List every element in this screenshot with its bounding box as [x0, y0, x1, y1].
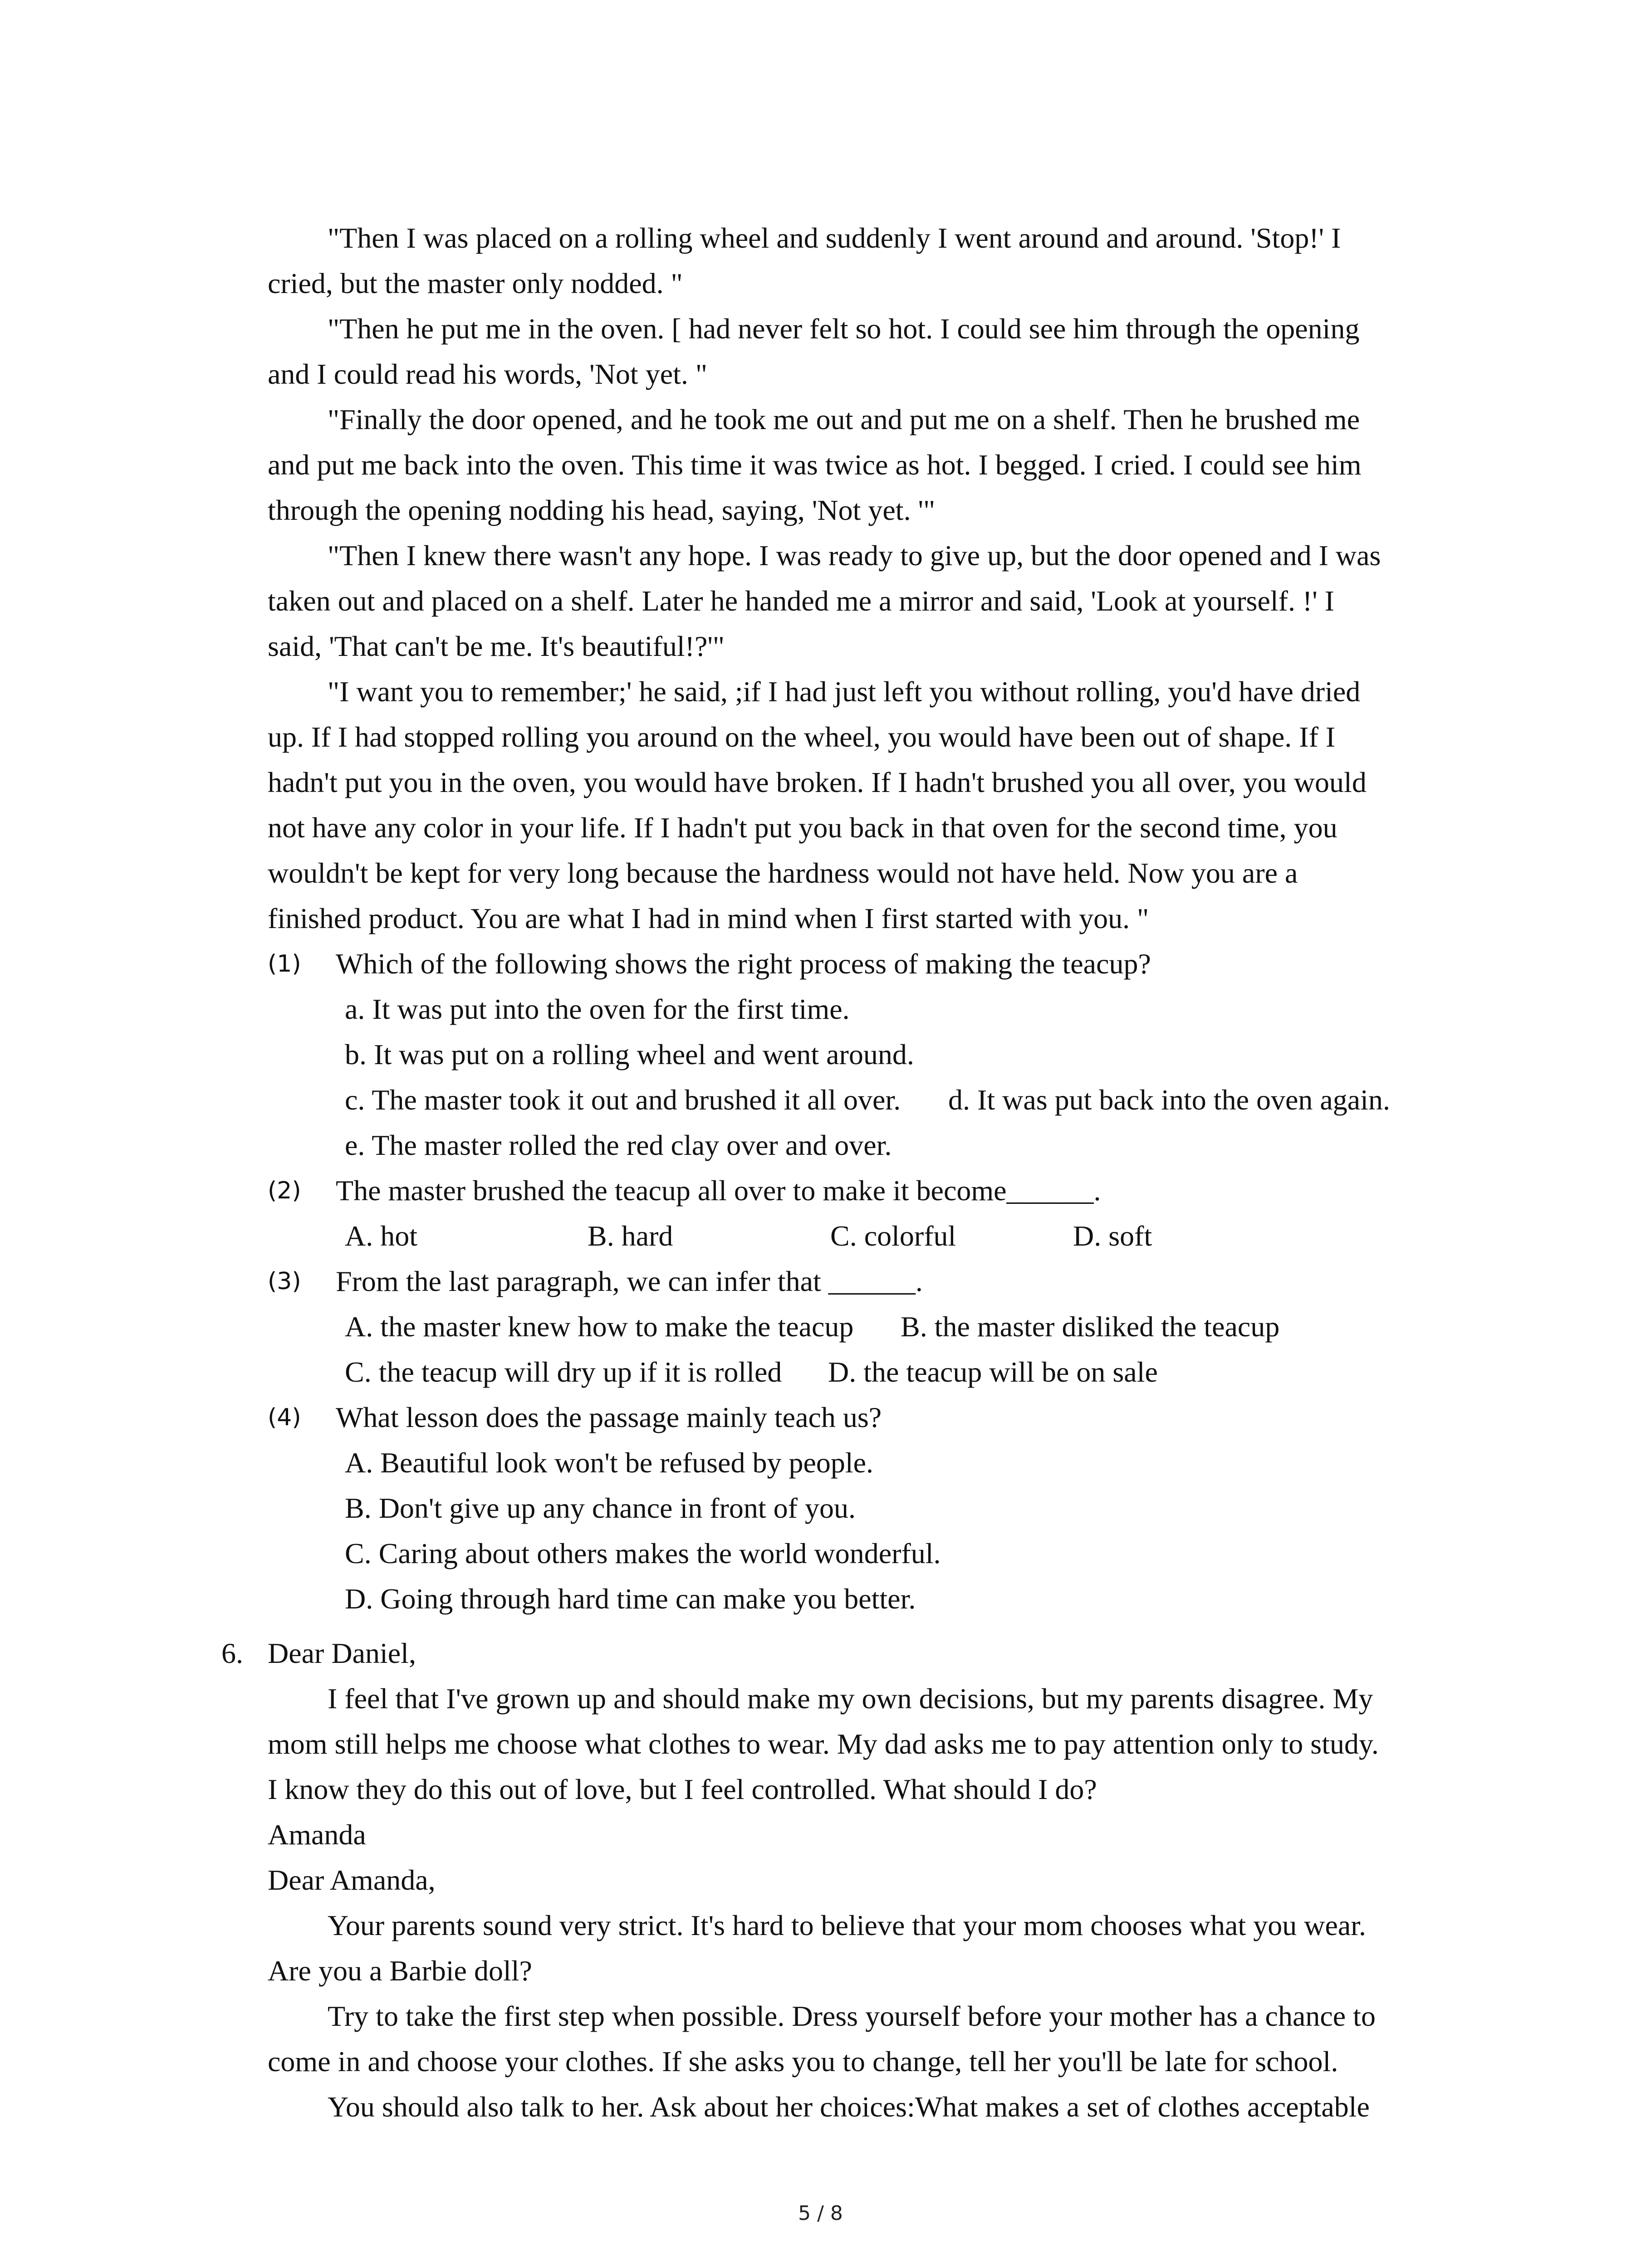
letter-greeting: Dear Daniel,: [268, 1637, 416, 1669]
passage-line: Your parents sound very strict. It's hard to believe that your mom chooses what you wear.: [328, 1909, 1367, 1941]
passage-line: taken out and placed on a shelf. Later he handed me a mirror and said, 'Look at yourself. !' I: [268, 585, 1335, 617]
option-b: B. hard: [588, 1220, 673, 1252]
page-number: 5 / 8: [798, 2202, 843, 2225]
passage-line: I feel that I've grown up and should make my own decisions, but my parents disagree. My: [328, 1682, 1373, 1715]
option-a: a. It was put into the oven for the first time.: [345, 993, 850, 1025]
option-c: C. colorful: [830, 1220, 956, 1252]
passage-line: and I could read his words, 'Not yet. ": [268, 358, 707, 390]
question-number: (2): [268, 1177, 301, 1204]
question-number: (4): [268, 1404, 301, 1431]
letter-signature: Amanda: [268, 1818, 366, 1851]
passage-line: "Then I was placed on a rolling wheel and suddenly I went around and around. 'Stop!' I: [328, 222, 1341, 254]
option-d: D. Going through hard time can make you better.: [345, 1583, 916, 1615]
option-a: A. the master knew how to make the teacup: [345, 1310, 854, 1343]
question-stem: Which of the following shows the right process of making the teacup?: [336, 948, 1151, 980]
option-c: C. Caring about others makes the world wonderful.: [345, 1537, 941, 1569]
passage-line: Try to take the first step when possible. Dress yourself before your mother has a chance to: [328, 2000, 1376, 2032]
passage-line: I know they do this out of love, but I feel controlled. What should I do?: [268, 1773, 1097, 1805]
passage-line: finished product. You are what I had in mind when I first started with you. ": [268, 902, 1149, 934]
passage-line: "Then I knew there wasn't any hope. I was ready to give up, but the door opened and I was: [328, 539, 1381, 572]
question-stem: The master brushed the teacup all over to make it become______.: [336, 1174, 1101, 1207]
option-d: d. It was put back into the oven again.: [948, 1084, 1390, 1116]
option-d: D. the teacup will be on sale: [828, 1356, 1158, 1388]
option-c: C. the teacup will dry up if it is rolled: [345, 1356, 782, 1388]
passage-line: through the opening nodding his head, saying, 'Not yet. '": [268, 494, 936, 526]
passage-line: hadn't put you in the oven, you would have broken. If I hadn't brushed you all over, you would: [268, 766, 1367, 798]
passage-line: mom still helps me choose what clothes to wear. My dad asks me to pay attention only to study.: [268, 1728, 1379, 1760]
option-e: e. The master rolled the red clay over and over.: [345, 1129, 892, 1161]
question-number: (1): [268, 950, 301, 978]
letter-greeting: Dear Amanda,: [268, 1864, 436, 1896]
passage-line: cried, but the master only nodded. ": [268, 267, 683, 299]
passage-line: "Finally the door opened, and he took me out and put me on a shelf. Then he brushed me: [328, 403, 1360, 435]
option-b: B. the master disliked the teacup: [901, 1310, 1280, 1343]
question-stem: What lesson does the passage mainly teach us?: [336, 1401, 882, 1433]
passage-line: "Then he put me in the oven. [ had never felt so hot. I could see him through the opening: [328, 313, 1360, 345]
passage-line: up. If I had stopped rolling you around on the wheel, you would have been out of shape. If I: [268, 721, 1336, 753]
option-a: A. hot: [345, 1220, 417, 1252]
option-b: b. It was put on a rolling wheel and went around.: [345, 1038, 914, 1070]
question-stem: From the last paragraph, we can infer that ______.: [336, 1265, 923, 1297]
passage-line: not have any color in your life. If I hadn't put you back in that oven for the second time, you: [268, 811, 1337, 844]
option-b: B. Don't give up any chance in front of you.: [345, 1492, 856, 1524]
passage-line: Are you a Barbie doll?: [268, 1955, 532, 1987]
passage-line: come in and choose your clothes. If she asks you to change, tell her you'll be late for school.: [268, 2045, 1338, 2077]
passage-line: wouldn't be kept for very long because the hardness would not have held. Now you are a: [268, 857, 1298, 889]
options-row: [345, 1213, 1252, 1259]
passage-line: You should also talk to her. Ask about her choices:What makes a set of clothes acceptable: [328, 2091, 1370, 2123]
passage-number: 6.: [221, 1637, 243, 1669]
passage-line: and put me back into the oven. This time it was twice as hot. I begged. I cried. I could see him: [268, 449, 1362, 481]
option-c: c. The master took it out and brushed it all over.: [345, 1084, 901, 1116]
passage-line: "I want you to remember;' he said, ;if I had just left you without rolling, you'd have dried: [328, 675, 1361, 708]
option-d: D. soft: [1073, 1220, 1152, 1252]
option-a: A. Beautiful look won't be refused by people.: [345, 1447, 874, 1479]
passage-line: said, 'That can't be me. It's beautiful!?'": [268, 630, 725, 662]
question-number: (3): [268, 1268, 301, 1295]
